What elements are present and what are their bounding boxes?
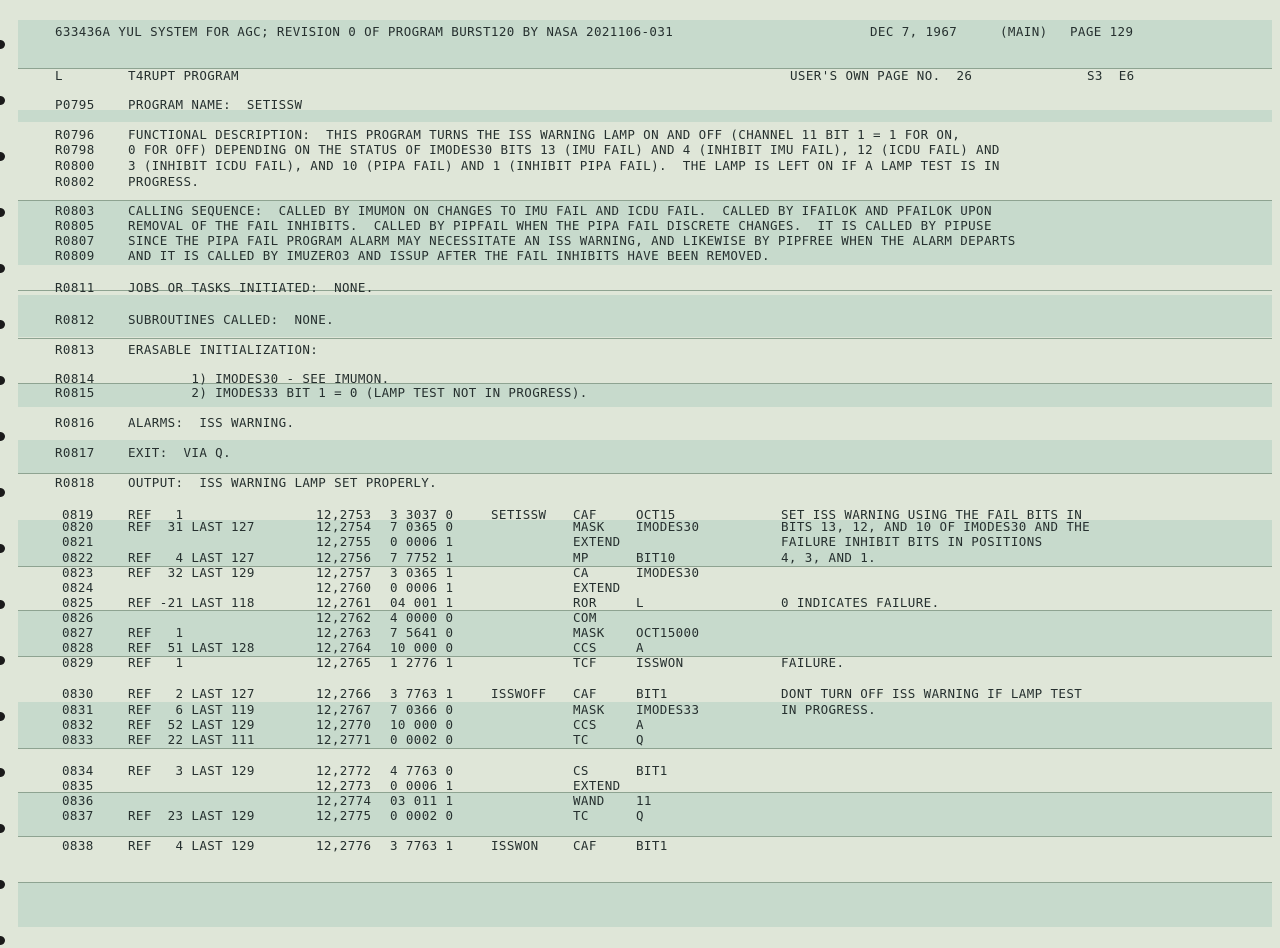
users-page-number: USER'S OWN PAGE NO. 26	[790, 68, 973, 83]
feed-hole	[0, 376, 5, 385]
code-address: 12,2761	[316, 595, 372, 610]
feed-hole	[0, 152, 5, 161]
code-reference: REF 2 LAST 127	[128, 686, 255, 701]
code-operand: 11	[636, 793, 652, 808]
code-operand: OCT15	[636, 507, 676, 522]
code-operand: A	[636, 717, 644, 732]
code-reference: REF 1	[128, 507, 184, 522]
code-address: 12,2767	[316, 702, 372, 717]
code-line-number: 0824	[62, 580, 94, 595]
remark-text: OUTPUT: ISS WARNING LAMP SET PROPERLY.	[128, 475, 438, 490]
remark-number: R0807	[55, 233, 95, 248]
code-reference: REF 32 LAST 129	[128, 565, 255, 580]
code-address: 12,2771	[316, 732, 372, 747]
code-operand: IMODES30	[636, 519, 700, 534]
code-operand: A	[636, 640, 644, 655]
remark-number: R0813	[55, 342, 95, 357]
band-rule	[18, 882, 1272, 883]
feed-hole	[0, 656, 5, 665]
remark-text: AND IT IS CALLED BY IMUZERO3 AND ISSUP AFTER THE FAIL INHIBITS HAVE BEEN REMOVED.	[128, 248, 770, 263]
code-line-number: 0838	[62, 838, 94, 853]
code-reference: REF 31 LAST 127	[128, 519, 255, 534]
code-line-number: 0832	[62, 717, 94, 732]
code-line-number: 0823	[62, 565, 94, 580]
code-opcode: MASK	[573, 519, 605, 534]
remark-text: PROGRESS.	[128, 174, 200, 189]
code-comment: IN PROGRESS.	[781, 702, 877, 717]
remark-text: 0 FOR OFF) DEPENDING ON THE STATUS OF IMODES30 BITS 13 (IMU FAIL) AND 4 (INHIBIT IMU FAIL), 12 (ICDU FAIL) AND	[128, 142, 1000, 157]
code-address: 12,2754	[316, 519, 372, 534]
code-comment: FAILURE.	[781, 655, 845, 670]
code-opcode: TC	[573, 732, 589, 747]
remark-text: EXIT: VIA Q.	[128, 445, 232, 460]
code-octal-word: 4 7763 0	[390, 763, 454, 778]
remark-number: R0816	[55, 415, 95, 430]
code-line-number: 0819	[62, 507, 94, 522]
code-reference: REF 3 LAST 129	[128, 763, 255, 778]
code-address: 12,2760	[316, 580, 372, 595]
feed-hole	[0, 40, 5, 49]
code-opcode: MASK	[573, 702, 605, 717]
remark-number: R0802	[55, 174, 95, 189]
code-address: 12,2775	[316, 808, 372, 823]
page-number: PAGE 129	[1070, 24, 1134, 39]
remark-number: R0815	[55, 385, 95, 400]
feed-hole	[0, 880, 5, 889]
feed-hole	[0, 712, 5, 721]
feed-hole	[0, 488, 5, 497]
code-octal-word: 3 0365 1	[390, 565, 454, 580]
feed-hole	[0, 432, 5, 441]
code-address: 12,2766	[316, 686, 372, 701]
remark-number: R0817	[55, 445, 95, 460]
code-line-number: 0834	[62, 763, 94, 778]
code-operand: BIT10	[636, 550, 676, 565]
code-operand: BIT1	[636, 838, 668, 853]
code-address: 12,2774	[316, 793, 372, 808]
code-opcode: WAND	[573, 793, 605, 808]
remark-text: CALLING SEQUENCE: CALLED BY IMUMON ON CHANGES TO IMU FAIL AND ICDU FAIL. CALLED BY IFAILOK AND PFAILOK UPON	[128, 203, 992, 218]
code-octal-word: 0 0006 1	[390, 534, 454, 549]
code-octal-word: 0 0002 0	[390, 808, 454, 823]
code-operand: L	[636, 595, 644, 610]
code-comment: FAILURE INHIBIT BITS IN POSITIONS	[781, 534, 1043, 549]
code-opcode: MP	[573, 550, 589, 565]
code-address: 12,2770	[316, 717, 372, 732]
code-address: 12,2755	[316, 534, 372, 549]
code-line-number: 0837	[62, 808, 94, 823]
listing-title: 633436A YUL SYSTEM FOR AGC; REVISION 0 OF PROGRAM BURST120 BY NASA 2021106-031	[55, 24, 674, 39]
code-octal-word: 7 5641 0	[390, 625, 454, 640]
code-line-number: 0836	[62, 793, 94, 808]
code-line-number: 0825	[62, 595, 94, 610]
remark-number: R0796	[55, 127, 95, 142]
code-octal-word: 4 0000 0	[390, 610, 454, 625]
code-comment: 4, 3, AND 1.	[781, 550, 877, 565]
feed-hole	[0, 264, 5, 273]
code-operand: IMODES30	[636, 565, 700, 580]
remark-text: SINCE THE PIPA FAIL PROGRAM ALARM MAY NECESSITATE AN ISS WARNING, AND LIKEWISE BY PIPFREE WHEN THE ALARM DEPARTS	[128, 233, 1016, 248]
code-label: SETISSW	[491, 507, 547, 522]
code-opcode: TCF	[573, 655, 597, 670]
code-line-number: 0820	[62, 519, 94, 534]
code-line-number: 0829	[62, 655, 94, 670]
listing-date: DEC 7, 1967	[870, 24, 958, 39]
code-octal-word: 3 7763 1	[390, 686, 454, 701]
remark-text: REMOVAL OF THE FAIL INHIBITS. CALLED BY PIPFAIL WHEN THE PIPA FAIL DISCRETE CHANGES. IT IS CALLED BY PIPUSE	[128, 218, 992, 233]
code-reference: REF 22 LAST 111	[128, 732, 255, 747]
code-octal-word: 0 0006 1	[390, 778, 454, 793]
code-octal-word: 0 0006 1	[390, 580, 454, 595]
feed-hole	[0, 544, 5, 553]
code-operand: OCT15000	[636, 625, 700, 640]
code-operand: BIT1	[636, 686, 668, 701]
remark-text: FUNCTIONAL DESCRIPTION: THIS PROGRAM TURNS THE ISS WARNING LAMP ON AND OFF (CHANNEL 11 BIT 1 = 1 FOR ON,	[128, 127, 961, 142]
band-rule	[18, 748, 1272, 749]
code-label: ISSWON	[491, 838, 539, 853]
band-rule	[18, 338, 1272, 339]
code-operand: Q	[636, 808, 644, 823]
code-address: 12,2762	[316, 610, 372, 625]
code-comment: 0 INDICATES FAILURE.	[781, 595, 940, 610]
code-opcode: CS	[573, 763, 589, 778]
remark-number: R0814	[55, 371, 95, 386]
code-line-number: 0827	[62, 625, 94, 640]
listing-section: (MAIN)	[1000, 24, 1048, 39]
code-opcode: EXTEND	[573, 534, 621, 549]
remark-text: 1) IMODES30 - SEE IMUMON.	[128, 371, 390, 386]
code-operand: ISSWON	[636, 655, 684, 670]
code-line-number: 0831	[62, 702, 94, 717]
code-octal-word: 7 0366 0	[390, 702, 454, 717]
remark-number: R0811	[55, 280, 95, 295]
remark-number: R0800	[55, 158, 95, 173]
code-address: 12,2773	[316, 778, 372, 793]
listing-marks: S3 E6	[1087, 68, 1135, 83]
code-operand: Q	[636, 732, 644, 747]
code-operand: BIT1	[636, 763, 668, 778]
code-opcode: CA	[573, 565, 589, 580]
green-band	[18, 882, 1272, 927]
code-reference: REF 1	[128, 655, 184, 670]
code-reference: REF 51 LAST 128	[128, 640, 255, 655]
code-octal-word: 10 000 0	[390, 717, 454, 732]
code-octal-word: 7 0365 0	[390, 519, 454, 534]
remark-number: R0798	[55, 142, 95, 157]
code-address: 12,2757	[316, 565, 372, 580]
feed-hole	[0, 208, 5, 217]
code-comment: BITS 13, 12, AND 10 OF IMODES30 AND THE	[781, 519, 1091, 534]
feed-hole	[0, 824, 5, 833]
code-opcode: CAF	[573, 838, 597, 853]
remark-number: R0803	[55, 203, 95, 218]
code-address: 12,2756	[316, 550, 372, 565]
code-octal-word: 7 7752 1	[390, 550, 454, 565]
code-line-number: 0830	[62, 686, 94, 701]
band-rule	[18, 473, 1272, 474]
code-reference: REF 23 LAST 129	[128, 808, 255, 823]
remark-text: ALARMS: ISS WARNING.	[128, 415, 295, 430]
code-address: 12,2765	[316, 655, 372, 670]
remark-text: SUBROUTINES CALLED: NONE.	[128, 312, 335, 327]
remark-number: R0805	[55, 218, 95, 233]
code-opcode: TC	[573, 808, 589, 823]
code-opcode: EXTEND	[573, 778, 621, 793]
program-heading: T4RUPT PROGRAM	[128, 68, 239, 83]
code-opcode: EXTEND	[573, 580, 621, 595]
code-comment: DONT TURN OFF ISS WARNING IF LAMP TEST	[781, 686, 1083, 701]
code-opcode: CAF	[573, 686, 597, 701]
remark-text: PROGRAM NAME: SETISSW	[128, 97, 303, 112]
code-octal-word: 10 000 0	[390, 640, 454, 655]
code-line-number: 0826	[62, 610, 94, 625]
feed-hole	[0, 320, 5, 329]
band-rule	[18, 610, 1272, 611]
code-opcode: CCS	[573, 717, 597, 732]
code-line-number: 0828	[62, 640, 94, 655]
code-opcode: COM	[573, 610, 597, 625]
band-rule	[18, 200, 1272, 201]
code-reference: REF 4 LAST 129	[128, 838, 255, 853]
code-address: 12,2772	[316, 763, 372, 778]
code-reference: REF 6 LAST 119	[128, 702, 255, 717]
code-octal-word: 3 7763 1	[390, 838, 454, 853]
code-octal-word: 0 0002 0	[390, 732, 454, 747]
code-line-number: 0821	[62, 534, 94, 549]
code-reference: REF -21 LAST 118	[128, 595, 255, 610]
feed-hole	[0, 768, 5, 777]
code-octal-word: 3 3037 0	[390, 507, 454, 522]
code-operand: IMODES33	[636, 702, 700, 717]
remark-text: JOBS OR TASKS INITIATED: NONE.	[128, 280, 374, 295]
code-reference: REF 1	[128, 625, 184, 640]
code-label: ISSWOFF	[491, 686, 547, 701]
tractor-feed	[0, 0, 8, 948]
code-octal-word: 03 011 1	[390, 793, 454, 808]
remark-number: P0795	[55, 97, 95, 112]
remark-number: R0809	[55, 248, 95, 263]
remark-number: R0812	[55, 312, 95, 327]
code-line-number: 0822	[62, 550, 94, 565]
code-line-number: 0833	[62, 732, 94, 747]
remark-text: 3 (INHIBIT ICDU FAIL), AND 10 (PIPA FAIL) AND 1 (INHIBIT PIPA FAIL). THE LAMP IS LEFT ON IF A LAMP TEST IS IN	[128, 158, 1000, 173]
band-rule	[18, 836, 1272, 837]
code-opcode: CAF	[573, 507, 597, 522]
code-reference: REF 52 LAST 129	[128, 717, 255, 732]
code-comment: SET ISS WARNING USING THE FAIL BITS IN	[781, 507, 1083, 522]
remark-text: 2) IMODES33 BIT 1 = 0 (LAMP TEST NOT IN PROGRESS).	[128, 385, 588, 400]
remark-text: ERASABLE INITIALIZATION:	[128, 342, 319, 357]
code-reference: REF 4 LAST 127	[128, 550, 255, 565]
code-opcode: CCS	[573, 640, 597, 655]
code-octal-word: 1 2776 1	[390, 655, 454, 670]
feed-hole	[0, 936, 5, 945]
remark-number: R0818	[55, 475, 95, 490]
code-line-number: 0835	[62, 778, 94, 793]
log-section-code: L	[55, 68, 63, 83]
code-address: 12,2776	[316, 838, 372, 853]
code-opcode: ROR	[573, 595, 597, 610]
feed-hole	[0, 600, 5, 609]
code-octal-word: 04 001 1	[390, 595, 454, 610]
code-address: 12,2764	[316, 640, 372, 655]
code-address: 12,2763	[316, 625, 372, 640]
feed-hole	[0, 96, 5, 105]
code-opcode: MASK	[573, 625, 605, 640]
code-address: 12,2753	[316, 507, 372, 522]
